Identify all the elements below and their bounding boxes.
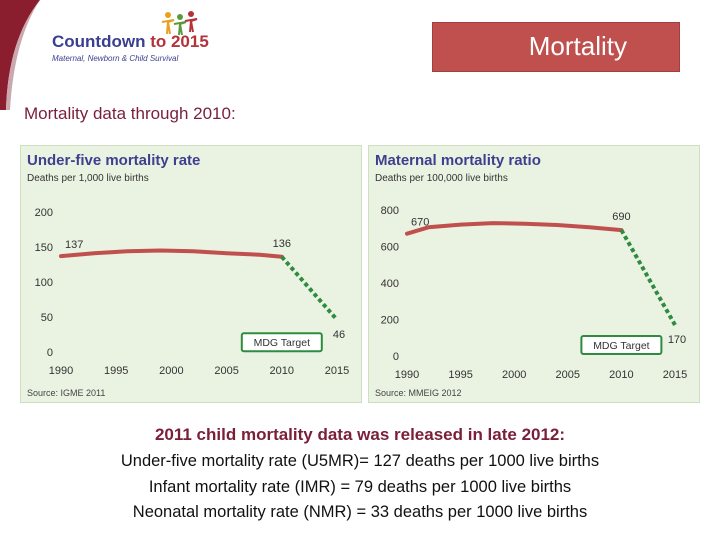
mdg-target-projection-line: [282, 257, 337, 320]
data-label: 690: [612, 211, 631, 224]
body-line-nmr: Neonatal mortality rate (NMR) = 33 deaths per 1000 live births: [132, 503, 588, 521]
x-tick-label: 2010: [609, 369, 634, 381]
data-label: 136: [272, 237, 291, 250]
data-label: 46: [332, 328, 346, 341]
y-tick-label: 800: [380, 205, 399, 217]
historical-series-line: [61, 251, 282, 257]
chart-unit-label: Deaths per 100,000 live births: [375, 173, 508, 184]
y-tick-label: 0: [46, 347, 53, 359]
corner-decoration: [0, 0, 40, 110]
y-tick-label: 0: [392, 351, 399, 363]
page-subtitle: Mortality data through 2010:: [24, 104, 236, 123]
y-tick-label: 400: [380, 278, 399, 290]
chart-unit-label: Deaths per 1,000 live births: [27, 173, 149, 184]
chart-source: Source: MMEIG 2012: [375, 388, 462, 398]
data-label: 170: [667, 333, 687, 346]
logo-name-year: to 2015: [150, 32, 209, 51]
body-heading: 2011 child mortality data was released in late 2012:: [154, 425, 566, 444]
logo-name-prefix: Countdown: [52, 32, 151, 51]
data-label: 670: [411, 216, 430, 229]
maternal-chart-panel: [368, 145, 700, 403]
body-line-u5mr: Under-five mortality rate (U5MR)= 127 deaths per 1000 live births: [120, 452, 600, 470]
countdown-logo: [52, 10, 222, 66]
y-tick-label: 200: [34, 207, 53, 219]
chart-title: Maternal mortality ratio: [375, 152, 541, 169]
x-tick-label: 1990: [394, 369, 420, 381]
y-tick-label: 200: [380, 314, 399, 327]
logo-tagline: Maternal, Newborn & Child Survival: [52, 54, 179, 63]
x-tick-label: 1995: [448, 369, 473, 381]
maternal-chart: [369, 186, 699, 386]
x-tick-label: 2000: [159, 365, 184, 377]
under-five-chart-panel: [20, 145, 362, 403]
x-tick-label: 2010: [269, 365, 295, 377]
section-header-title: Mortality: [528, 31, 627, 61]
logo-name: [52, 32, 209, 52]
section-header: [432, 22, 680, 72]
mdg-target-label: MDG Target: [593, 340, 650, 353]
under-five-chart: [21, 186, 361, 386]
mdg-target-label: MDG Target: [253, 337, 311, 350]
y-tick-label: 600: [380, 241, 399, 254]
x-tick-label: 2015: [662, 369, 688, 381]
x-tick-label: 2005: [214, 365, 239, 377]
chart-source: Source: IGME 2011: [27, 388, 106, 398]
x-tick-label: 1995: [103, 365, 129, 377]
mdg-target-projection-line: [621, 230, 675, 325]
historical-series-line: [407, 223, 621, 234]
x-tick-label: 2015: [324, 365, 350, 377]
y-tick-label: 100: [34, 277, 53, 289]
data-label: 137: [65, 239, 84, 252]
y-tick-label: 50: [40, 312, 53, 324]
x-tick-label: 2000: [501, 369, 527, 381]
chart-title: Under-five mortality rate: [27, 152, 201, 169]
body-line-imr: Infant mortality rate (IMR) = 79 deaths per 1000 live births: [148, 478, 572, 496]
x-tick-label: 2005: [555, 369, 581, 381]
y-tick-label: 150: [34, 242, 53, 254]
x-tick-label: 1990: [48, 365, 74, 377]
